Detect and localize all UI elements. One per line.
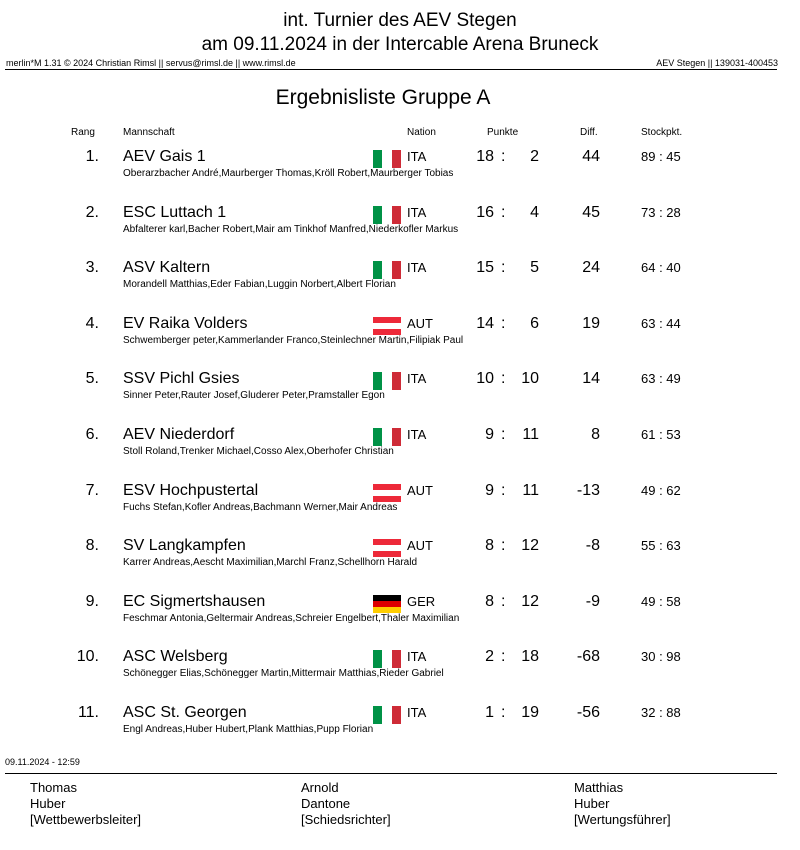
team-players: Stoll Roland,Trenker Michael,Cosso Alex,Oberhofer Christian: [123, 446, 394, 457]
team-name: SSV Pichl Gsies: [123, 370, 240, 388]
flag-stripe: [382, 150, 391, 168]
points-lost: 10: [521, 370, 539, 388]
points-won: 9: [485, 481, 494, 499]
tournament-date-venue: am 09.11.2024 in der Intercable Arena Bruneck: [201, 34, 599, 55]
points-won: 10: [476, 370, 494, 388]
flag-stripe: [373, 372, 382, 390]
table-row: [0, 427, 800, 467]
points-separator: :: [501, 537, 506, 555]
points-won: 2: [485, 648, 494, 666]
flag-stripe: [382, 261, 391, 279]
rank: 5.: [85, 370, 99, 388]
team-players: Abfalterer karl,Bacher Robert,Mair am Tinkhof Manfred,Niederkofler Markus: [123, 223, 459, 235]
table-row: [0, 538, 800, 578]
signature-first-name: Matthias: [574, 780, 624, 795]
points-won: 15: [476, 259, 494, 277]
flag-ita-icon: [373, 372, 401, 390]
flag-stripe: [373, 428, 382, 446]
rank: 4.: [85, 314, 99, 332]
table-row: [0, 483, 800, 523]
flag-stripe: [392, 428, 401, 446]
nation-code: ITA: [407, 427, 427, 442]
difference: 19: [582, 314, 600, 332]
flag-aut-icon: [373, 484, 401, 502]
stock-points: 63 : 44: [641, 315, 681, 331]
nation-code: AUT: [407, 538, 433, 554]
team-players: Schwemberger peter,Kammerlander Franco,Steinlechner Martin,Filipiak Paul: [123, 334, 464, 346]
flag-stripe: [382, 206, 391, 224]
flag-ita-icon: [373, 428, 401, 446]
flag-stripe: [373, 650, 382, 668]
signature-block-1: [30, 780, 141, 828]
signature-first-name: Arnold: [301, 780, 339, 795]
flag-ita-icon: [373, 650, 401, 668]
column-header-stockpkt: Stockpkt.: [641, 127, 683, 138]
stock-points: 73 : 28: [641, 204, 681, 220]
points-separator: :: [501, 481, 506, 499]
flag-ita-icon: [373, 261, 401, 279]
nation-code: ITA: [407, 371, 427, 387]
nation-code: AUT: [407, 315, 433, 331]
points-lost: 5: [530, 259, 539, 277]
flag-stripe: [392, 261, 401, 279]
team-players: Fuchs Stefan,Kofler Andreas,Bachmann Werner,Mair Andreas: [123, 501, 398, 513]
points-lost: 12: [521, 537, 539, 555]
rank: 8.: [85, 537, 99, 555]
flag-stripe: [373, 261, 382, 279]
flag-stripe: [392, 372, 401, 390]
team-players: Feschmar Antonia,Geltermair Andreas,Schreier Engelbert,Thaler Maximilian: [123, 612, 460, 624]
flag-stripe: [382, 706, 391, 724]
signature-last-name: Dantone: [301, 796, 351, 811]
points-separator: :: [501, 148, 506, 165]
stock-points: 49 : 62: [641, 482, 681, 498]
flag-aut-icon: [373, 539, 401, 557]
table-row: [0, 594, 800, 634]
table-row: [0, 705, 800, 745]
flag-stripe: [373, 551, 401, 557]
team-players: Morandell Matthias,Eder Fabian,Luggin Norbert,Albert Florian: [123, 279, 396, 291]
points-separator: :: [501, 370, 506, 388]
team-players: Sinner Peter,Rauter Josef,Gluderer Peter,Pramstaller Egon: [123, 390, 385, 402]
flag-ger-icon: [373, 595, 401, 613]
difference: 45: [582, 203, 600, 221]
points-separator: :: [501, 259, 506, 277]
nation-code: ITA: [407, 260, 427, 276]
difference: 44: [582, 148, 600, 165]
points-separator: :: [501, 592, 506, 610]
flag-stripe: [392, 650, 401, 668]
difference: -13: [576, 481, 600, 499]
stock-points: 89 : 45: [641, 149, 681, 164]
flag-stripe: [373, 607, 401, 613]
points-separator: :: [501, 648, 506, 666]
team-name: ESC Luttach 1: [123, 203, 227, 221]
stock-points: 64 : 40: [641, 260, 681, 276]
stock-points: 32 : 88: [641, 705, 681, 720]
stock-points: 55 : 63: [641, 538, 681, 554]
table-row: [0, 371, 800, 411]
team-name: ASV Kaltern: [123, 259, 211, 277]
team-players: Oberarzbacher André,Maurberger Thomas,Kröll Robert,Maurberger Tobias: [123, 168, 454, 179]
flag-stripe: [382, 650, 391, 668]
team-players: Engl Andreas,Huber Hubert,Plank Matthias,Pupp Florian: [123, 724, 374, 735]
header-divider: [5, 69, 777, 70]
flag-aut-icon: [373, 317, 401, 335]
signature-role: [Wettbewerbsleiter]: [30, 812, 142, 827]
signature-role: [Wertungsführer]: [574, 812, 671, 827]
nation-code: ITA: [407, 149, 427, 164]
points-won: 14: [476, 314, 494, 332]
table-row: [0, 649, 800, 689]
signature-block-2: [301, 780, 391, 828]
flag-stripe: [392, 206, 401, 224]
team-name: SV Langkampfen: [123, 537, 246, 555]
column-header-mannschaft: Mannschaft: [123, 127, 175, 138]
flag-stripe: [382, 428, 391, 446]
team-name: AEV Niederdorf: [123, 426, 235, 443]
points-lost: 19: [521, 704, 539, 721]
team-name: EC Sigmertshausen: [123, 592, 266, 610]
points-separator: :: [501, 314, 506, 332]
tournament-title: int. Turnier des AEV Stegen: [283, 10, 517, 31]
signature-first-name: Thomas: [30, 780, 77, 795]
points-won: 8: [485, 537, 494, 555]
rank: 7.: [85, 481, 99, 499]
difference: -8: [585, 537, 600, 555]
nation-code: ITA: [407, 649, 427, 665]
difference: 14: [582, 370, 600, 388]
points-won: 1: [485, 704, 494, 721]
list-title: Ergebnisliste Gruppe A: [275, 86, 491, 109]
table-row: [0, 149, 800, 189]
points-lost: 4: [530, 203, 539, 221]
signature-last-name: Huber: [30, 796, 66, 811]
rank: 3.: [85, 259, 99, 277]
points-lost: 12: [521, 592, 539, 610]
stock-points: 30 : 98: [641, 649, 681, 665]
stock-points: 61 : 53: [641, 427, 681, 442]
points-lost: 11: [522, 481, 539, 499]
flag-stripe: [373, 150, 382, 168]
stock-points: 63 : 49: [641, 371, 681, 387]
signature-role: [Schiedsrichter]: [301, 812, 391, 827]
rank: 1.: [85, 148, 99, 165]
column-header-nation: Nation: [407, 127, 436, 138]
flag-stripe: [373, 329, 401, 335]
column-header-diff: Diff.: [580, 127, 598, 138]
team-players: Schönegger Elias,Schönegger Martin,Mittermair Matthias,Rieder Gabriel: [123, 668, 444, 680]
team-name: EV Raika Volders: [123, 314, 248, 332]
flag-ita-icon: [373, 150, 401, 168]
team-name: ASC Welsberg: [123, 648, 228, 666]
column-header-rang: Rang: [71, 127, 95, 138]
table-row: [0, 260, 800, 300]
points-separator: :: [501, 704, 506, 721]
points-won: 8: [485, 592, 494, 610]
club-id: AEV Stegen || 139031-400453: [656, 58, 778, 68]
points-lost: 2: [530, 148, 539, 165]
stock-points: 49 : 58: [641, 593, 681, 609]
rank: 11.: [77, 704, 99, 721]
software-credit: merlin*M 1.31 © 2024 Christian Rimsl || servus@rimsl.de || www.rimsl.de: [6, 58, 296, 68]
points-separator: :: [501, 203, 506, 221]
points-lost: 6: [530, 314, 539, 332]
points-separator: :: [501, 426, 506, 443]
difference: -56: [576, 704, 600, 721]
flag-ita-icon: [373, 206, 401, 224]
team-name: AEV Gais 1: [123, 148, 206, 165]
points-won: 9: [485, 426, 494, 443]
column-header-punkte: Punkte: [487, 127, 519, 138]
difference: -68: [576, 648, 600, 666]
flag-stripe: [392, 706, 401, 724]
flag-stripe: [373, 496, 401, 502]
rank: 9.: [85, 592, 99, 610]
team-name: ESV Hochpustertal: [123, 481, 259, 499]
table-row: [0, 205, 800, 245]
flag-stripe: [392, 150, 401, 168]
signature-block-3: [574, 780, 671, 828]
points-won: 18: [476, 148, 494, 165]
print-timestamp: 09.11.2024 - 12:59: [5, 757, 80, 767]
difference: -9: [585, 592, 600, 610]
difference: 8: [591, 426, 600, 443]
nation-code: ITA: [407, 204, 427, 220]
rank: 6.: [85, 426, 99, 443]
nation-code: GER: [407, 593, 436, 609]
flag-ita-icon: [373, 706, 401, 724]
team-name: ASC St. Georgen: [123, 704, 247, 721]
flag-stripe: [373, 706, 382, 724]
points-lost: 11: [522, 426, 539, 443]
rank: 10.: [76, 648, 99, 666]
flag-stripe: [382, 372, 391, 390]
difference: 24: [582, 259, 600, 277]
points-won: 16: [476, 203, 494, 221]
team-players: Karrer Andreas,Aescht Maximilian,Marchl Franz,Schellhorn Harald: [123, 557, 418, 569]
signature-last-name: Huber: [574, 796, 610, 811]
flag-stripe: [373, 206, 382, 224]
footer-divider: [5, 773, 777, 774]
table-row: [0, 316, 800, 356]
nation-code: ITA: [407, 705, 427, 720]
rank: 2.: [85, 203, 99, 221]
nation-code: AUT: [407, 482, 433, 498]
points-lost: 18: [521, 648, 539, 666]
